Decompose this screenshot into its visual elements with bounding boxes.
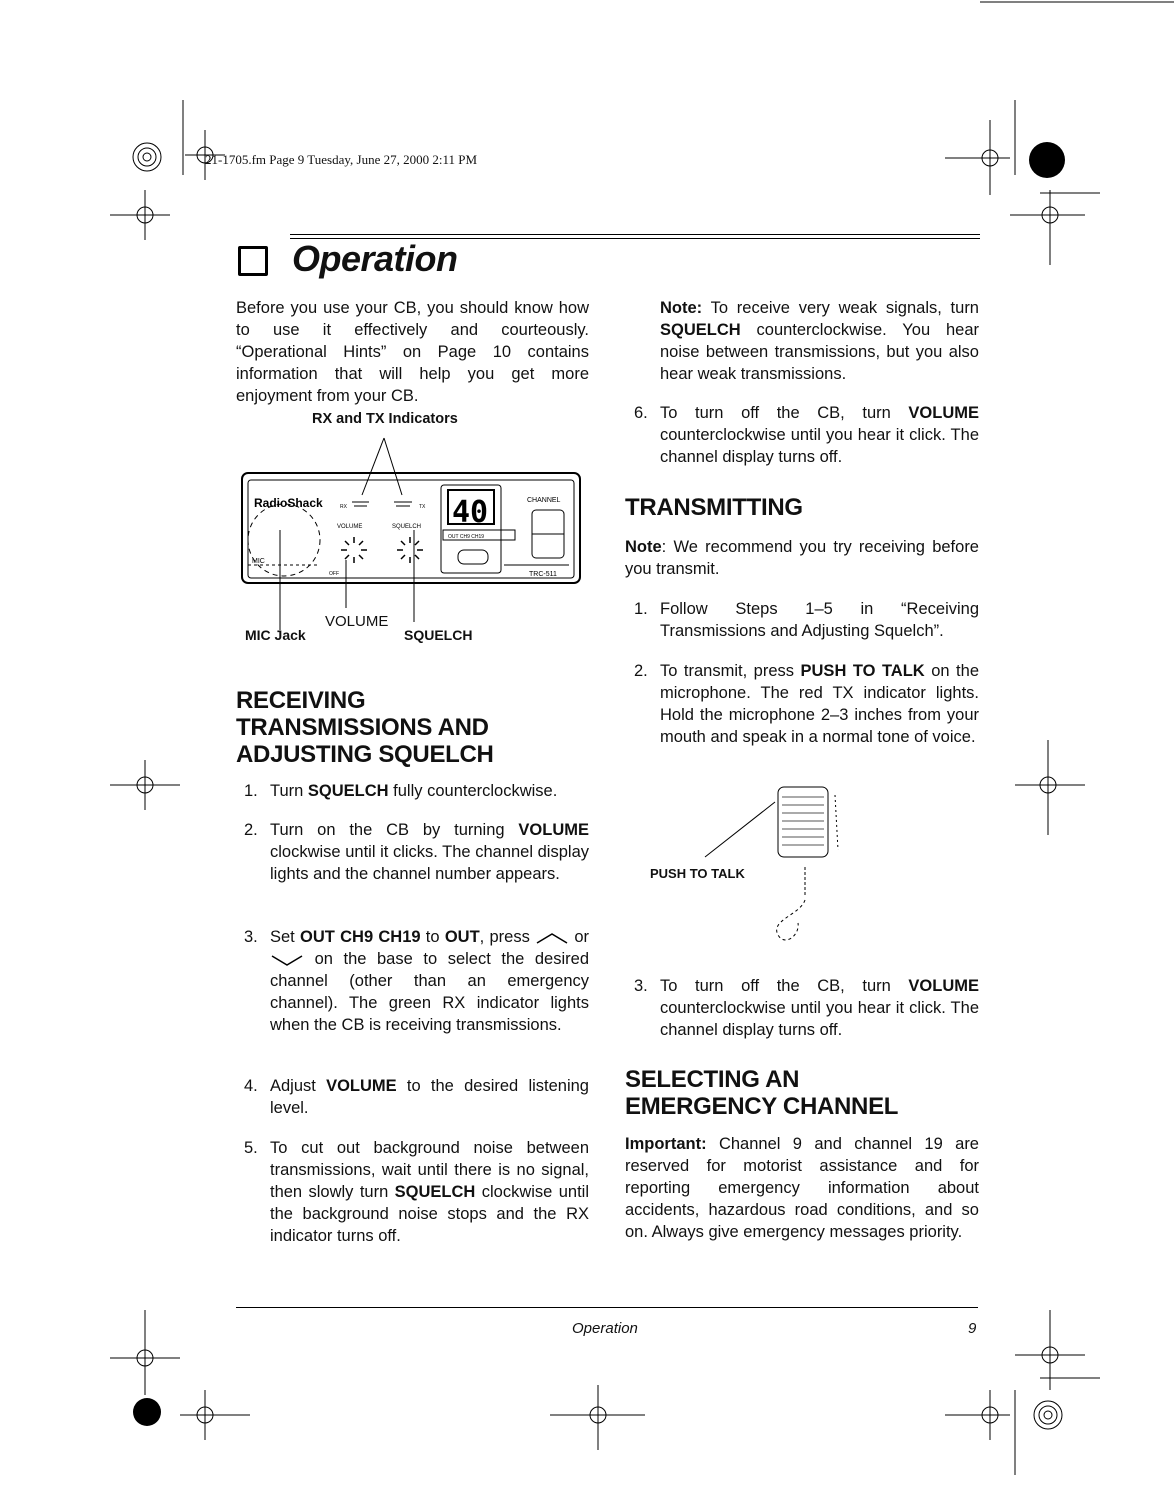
transmitting-step-1 <box>634 598 979 642</box>
step-text: fully counterclockwise. <box>388 782 558 800</box>
step-bold: SQUELCH <box>307 782 389 800</box>
step-bold: VOLUME <box>326 1077 397 1095</box>
step-text: Turn on the CB by turning <box>270 821 519 839</box>
step-bold: OUT <box>444 928 480 946</box>
cb-brand: RadioShack <box>254 496 323 510</box>
figure-label-push-to-talk: PUSH TO TALK <box>650 866 745 881</box>
step-text: To turn off the CB, turn <box>660 977 909 995</box>
heading-emergency-line1: SELECTING AN <box>625 1066 800 1093</box>
cb-mic-label: MIC <box>252 558 265 565</box>
volume-knob-icon <box>341 537 367 563</box>
step-bold: OUT <box>300 928 335 946</box>
figure-label-squelch: SQUELCH <box>404 627 473 643</box>
note-receive <box>660 297 979 385</box>
cb-radio-figure <box>234 430 594 630</box>
step-number: 6. <box>634 404 648 422</box>
intro-paragraph: Before you use your CB, you should know how to use it effectively and courteously. “Operational Hints” on Page 10 contains information that will help you get more enjoyment from your CB. <box>236 299 589 405</box>
step-bold: PUSH TO TALK <box>800 662 925 680</box>
footer-page-number: 9 <box>968 1320 977 1337</box>
note-label: Note: <box>660 299 703 317</box>
heading-receiving <box>236 687 494 768</box>
note-text: counterclockwise. You hear noise between transmissions, but you also hear weak transmissions. <box>660 321 979 383</box>
chevron-up-icon <box>535 931 569 945</box>
step-text: clockwise until the background noise stops and the RX indicator turns off. <box>270 1183 589 1245</box>
footer-rule <box>236 1307 978 1308</box>
transmitting-step-2 <box>634 660 979 748</box>
step-text: Adjust <box>270 1077 327 1095</box>
step-text: Follow Steps 1–5 in “Receiving Transmissions and Adjusting Squelch”. <box>660 600 979 640</box>
step-text: , press <box>479 928 536 946</box>
step-text: on the microphone. The red TX indicator lights. Hold the microphone 2–3 inches from your mouth and speak in a normal tone of voice. <box>660 662 979 746</box>
cb-off-label: OFF <box>329 571 339 577</box>
step-text: counterclockwise until you hear it click. The channel display turns off. <box>660 426 979 466</box>
note-label: Note <box>625 538 662 556</box>
step-number: 4. <box>244 1077 258 1095</box>
microphone-figure <box>700 775 900 955</box>
receiving-step-2 <box>244 819 589 885</box>
heading-transmitting: TRANSMITTING <box>625 494 803 521</box>
transmitting-step-3 <box>634 975 979 1041</box>
step-text: to <box>420 928 445 946</box>
step-text: To transmit, press <box>660 662 801 680</box>
heading-emergency <box>625 1066 898 1120</box>
receiving-step-5 <box>244 1137 589 1247</box>
figure-label-volume: VOLUME <box>325 613 389 630</box>
step-number: 2. <box>634 662 648 680</box>
step-bold: SQUELCH <box>394 1183 476 1201</box>
cb-knob-squelch-label: SQUELCH <box>392 524 422 530</box>
cb-model-label: TRC-511 <box>529 571 557 578</box>
step-number: 2. <box>244 821 258 839</box>
cb-knob-volume-label: VOLUME <box>337 524 363 530</box>
important-label: Important: <box>625 1135 707 1153</box>
step-text: Set <box>270 928 301 946</box>
figure-label-mic-jack: MIC Jack <box>245 627 306 643</box>
step-bold: VOLUME <box>518 821 589 839</box>
cb-tx-label: TX <box>419 504 426 510</box>
cb-channel-label: CHANNEL <box>527 497 561 504</box>
step-bold: CH19 <box>378 928 421 946</box>
heading-emergency-line2: EMERGENCY CHANNEL <box>625 1093 899 1120</box>
step-text: To cut out background noise between transmissions, wait until there is no signal, then slowly turn <box>270 1139 589 1201</box>
step-text: to the desired listening level. <box>270 1077 589 1117</box>
note-text: : We recommend you try receiving before you transmit. <box>625 538 979 578</box>
emergency-paragraph <box>625 1133 979 1243</box>
step-number: 1. <box>244 782 258 800</box>
step-text: on the base to select the desired channel (other than an emergency channel). The green RX indicator lights when the CB is receiving transmissions. <box>270 950 589 1034</box>
chevron-down-icon <box>270 953 304 967</box>
step-number: 3. <box>634 977 648 995</box>
note-bold: SQUELCH <box>660 321 741 339</box>
step-number: 1. <box>634 600 648 618</box>
receiving-step-4 <box>244 1075 589 1119</box>
step-bold: VOLUME <box>908 404 979 422</box>
title-checkbox-icon <box>238 246 268 276</box>
cb-rx-label: RX <box>340 504 347 510</box>
step-text: or <box>569 928 589 946</box>
step-text: To turn off the CB, turn <box>660 404 909 422</box>
heading-receiving-line3: ADJUSTING SQUELCH <box>236 741 494 768</box>
page-title: Operation <box>292 238 458 279</box>
figure-caption-rx-tx: RX and TX Indicators <box>312 411 458 427</box>
step-text: clockwise until it clicks. The channel display lights and the channel number appears. <box>270 843 589 883</box>
emergency-text: Channel 9 and channel 19 are reserved for motorist assistance and for reporting emergency information about accidents, hazardous road conditions, and so on. Always give emergency messages priority. <box>625 1135 979 1241</box>
cb-selector-label: OUT CH9 CH19 <box>448 534 485 540</box>
receiving-step-6 <box>634 402 979 468</box>
step-bold: VOLUME <box>908 977 979 995</box>
step-text: Turn <box>270 782 308 800</box>
squelch-knob-icon <box>397 537 423 563</box>
cb-display-digits: 40 <box>452 495 489 530</box>
step-text: counterclockwise until you hear it click. The channel display turns off. <box>660 999 979 1039</box>
footer-section-title: Operation <box>572 1320 638 1337</box>
note-transmit <box>625 536 979 580</box>
step-bold: CH9 <box>340 928 374 946</box>
note-text: To receive very weak signals, turn <box>702 299 979 317</box>
step-number: 3. <box>244 928 258 946</box>
heading-receiving-line2: TRANSMISSIONS AND <box>236 714 489 741</box>
receiving-step-3 <box>244 926 589 1036</box>
step-number: 5. <box>244 1139 258 1157</box>
receiving-step-1 <box>244 780 590 802</box>
file-info-header: 21-1705.fm Page 9 Tuesday, June 27, 2000 2:11 PM <box>205 152 478 167</box>
heading-receiving-line1: RECEIVING <box>236 687 366 714</box>
